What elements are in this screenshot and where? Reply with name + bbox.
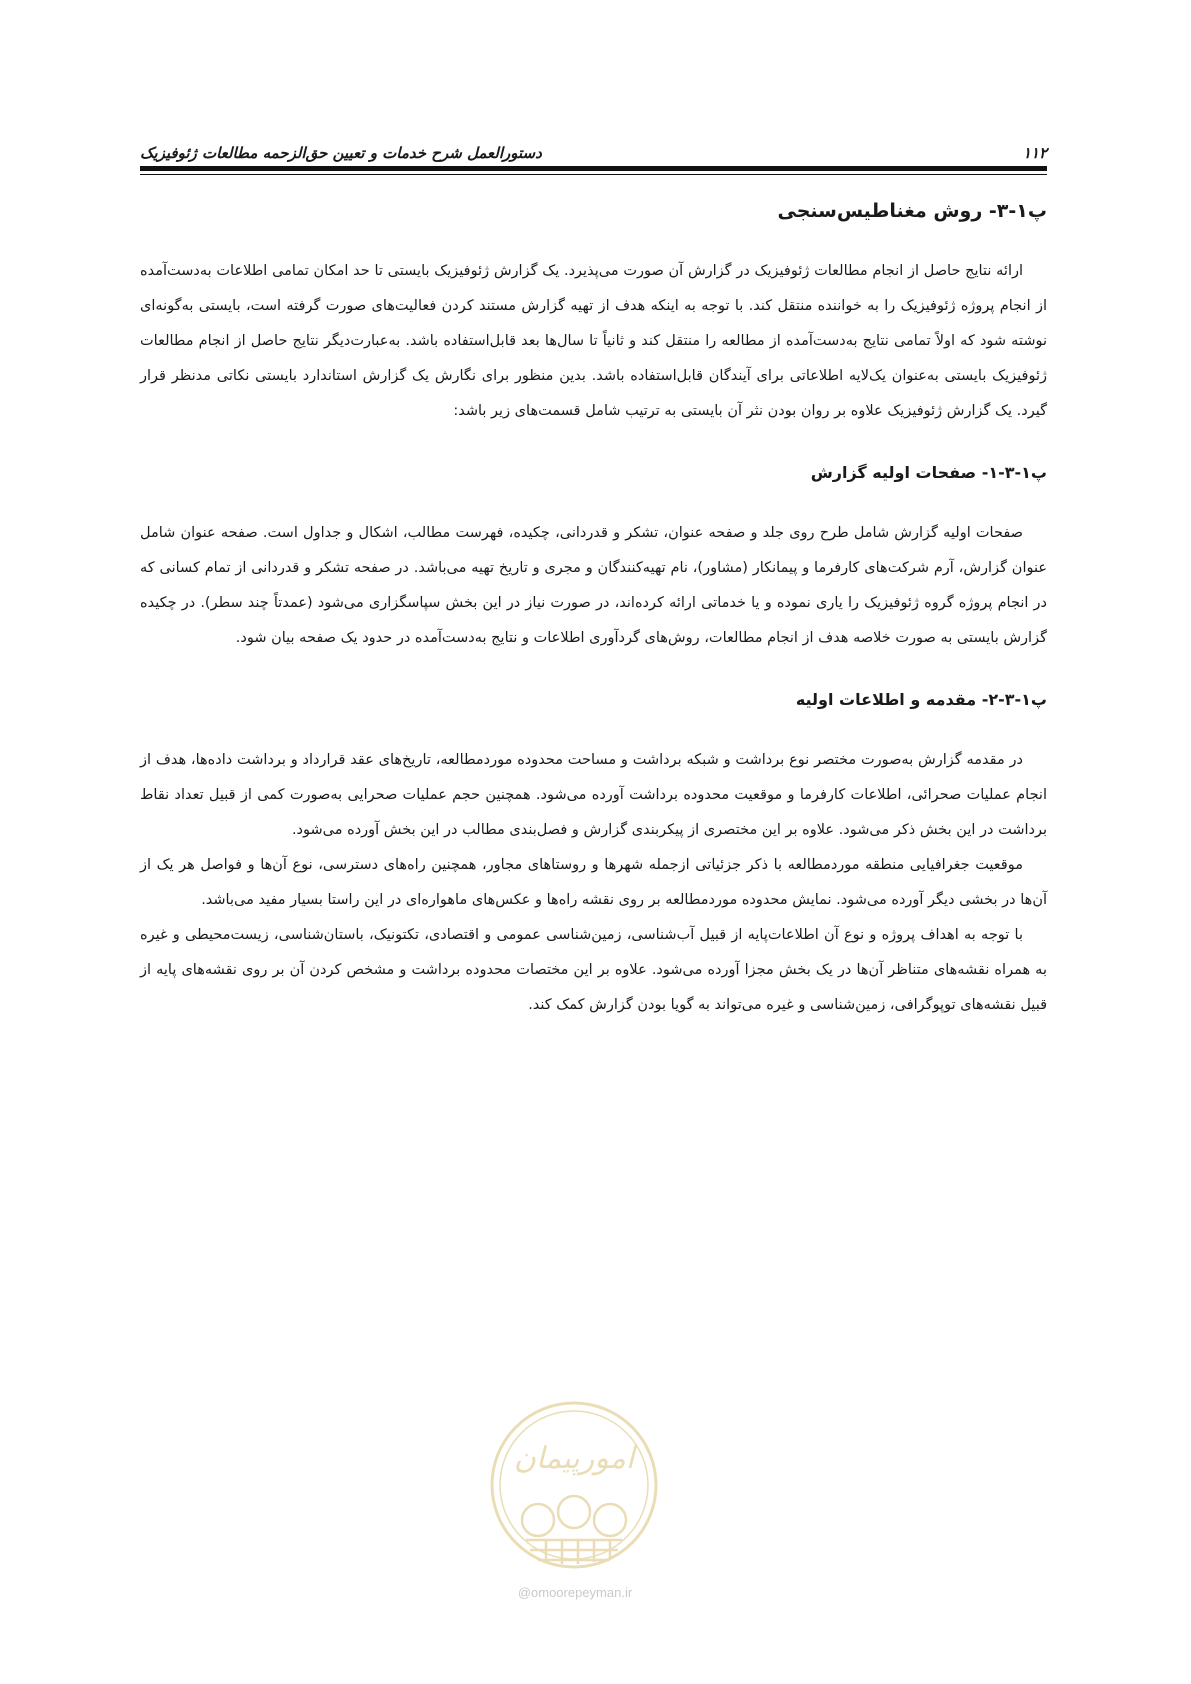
watermark-url: @omoorepeyman.ir (517, 1585, 633, 1600)
page-body (140, 200, 1047, 1023)
subsection-2-title: پ۱-۳-۲- مقدمه و اطلاعات اولیه (795, 690, 1047, 709)
page-number: ۱۱۲ (1022, 144, 1047, 162)
watermark-seal-icon (486, 1390, 662, 1580)
subsection-2-paragraph-2: موقعیت جغرافیایی منطقه موردمطالعه با ذکر جزئیاتی ازجمله شهرها و روستاهای مجاور، همچنین راه‌های دسترسی، نوع آن‌ها و فواصل هر یک از آن‌ها در بخشی دیگر آورده می‌شود. نمایش محدوده موردمطالعه بر روی نقشه راه‌ها و عکس‌های ماهواره‌ای در این راستا بسیار مفید می‌باشد. (140, 857, 1047, 908)
subsection-1-title: پ۱-۳-۱- صفحات اولیه گزارش (810, 463, 1047, 482)
subsection-1-paragraph: صفحات اولیه گزارش شامل طرح روی جلد و صفحه عنوان، تشکر و قدردانی، چکیده، فهرست مطالب، اشکال و جداول است. صفحه عنوان شامل عنوان گزارش، آرم شرکت‌های کارفرما و پیمانکار (مشاور)، نام تهیه‌کنندگان و مجری و تاریخ تهیه می‌باشد. در صفحه تشکر و قدردانی از تمام کسانی که در انجام پروژه گروه ژئوفیزیک را یاری نموده و یا خدماتی ارائه کرده‌اند، در صورت نیاز در این بخش سپاسگزاری می‌شود (عمدتاً چند سطر). در چکیده گزارش بایستی به صورت خلاصه هدف از انجام مطالعات، روش‌های گردآوری اطلاعات و نتایج به‌دست‌آمده در حدود یک صفحه بیان شود. (140, 525, 1047, 646)
section-title: پ۱-۳- روش مغناطیس‌سنجی (777, 200, 1047, 222)
header-rule-thin (140, 174, 1047, 175)
running-title: دستورالعمل شرح خدمات و تعیین حق‌الزحمه مطالعات ژئوفیزیک (140, 144, 542, 162)
subsection-2-paragraph-1: در مقدمه گزارش به‌صورت مختصر نوع برداشت و شبکه برداشت و مساحت محدوده موردمطالعه، تاریخ‌های عقد قرارداد و برداشت داده‌ها، هدف از انجام عملیات صحرائی، اطلاعات کارفرما و موقعیت محدوده برداشت آورده می‌شود. همچنین حجم عملیات صحرایی به‌صورت کمی از قبیل تعداد نقاط برداشت در این بخش ذکر می‌شود. علاوه بر این مختصری از پیکربندی گزارش و فصل‌بندی مطالب در این بخش آورده می‌شود. (140, 752, 1047, 838)
subsection-2-paragraph-3: با توجه به اهداف پروژه و نوع آن اطلاعات‌پایه از قبیل آب‌شناسی، زمین‌شناسی عمومی و اقتصادی، تکتونیک، باستان‌شناسی، زیست‌محیطی و غیره به همراه نقشه‌های متناظر آن‌ها در یک بخش مجزا آورده می‌شود. علاوه بر این مختصات محدوده برداشت و مشخص کردن آن بر روی نقشه‌های پایه از قبیل نقشه‌های توپوگرافی، زمین‌شناسی و غیره می‌تواند به گویا بودن گزارش کمک کند. (140, 927, 1047, 1013)
header-rule-thick (140, 166, 1047, 171)
section-intro-paragraph: ارائه نتایج حاصل از انجام مطالعات ژئوفیزیک در گزارش آن صورت می‌پذیرد. یک گزارش ژئوفیزیک بایستی تا حد امکان تمامی اطلاعات به‌دست‌آمده از انجام پروژه ژئوفیزیک را به خواننده منتقل کند. با توجه به اینکه هدف از تهیه گزارش مستند کردن فعالیت‌های صورت گرفته است، بایستی به‌گونه‌ای نوشته شود که اولاً تمامی نتایج به‌دست‌آمده از مطالعه را منتقل کند و ثانیاً تا سال‌ها بعد قابل‌استفاده باشد. به‌عبارت‌دیگر نتایج حاصل از انجام مطالعات ژئوفیزیک بایستی به‌عنوان یک‌لایه اطلاعاتی برای آیندگان قابل‌استفاده باشد. بدین منظور برای نگارش یک گزارش استاندارد بایستی نکاتی مدنظر قرار گیرد. یک گزارش ژئوفیزیک علاوه بر روان بودن نثر آن بایستی به ترتیب شامل قسمت‌های زیر باشد: (140, 263, 1047, 419)
seal-lettering: امورپیمان (513, 1441, 635, 1476)
running-header (140, 128, 1047, 162)
